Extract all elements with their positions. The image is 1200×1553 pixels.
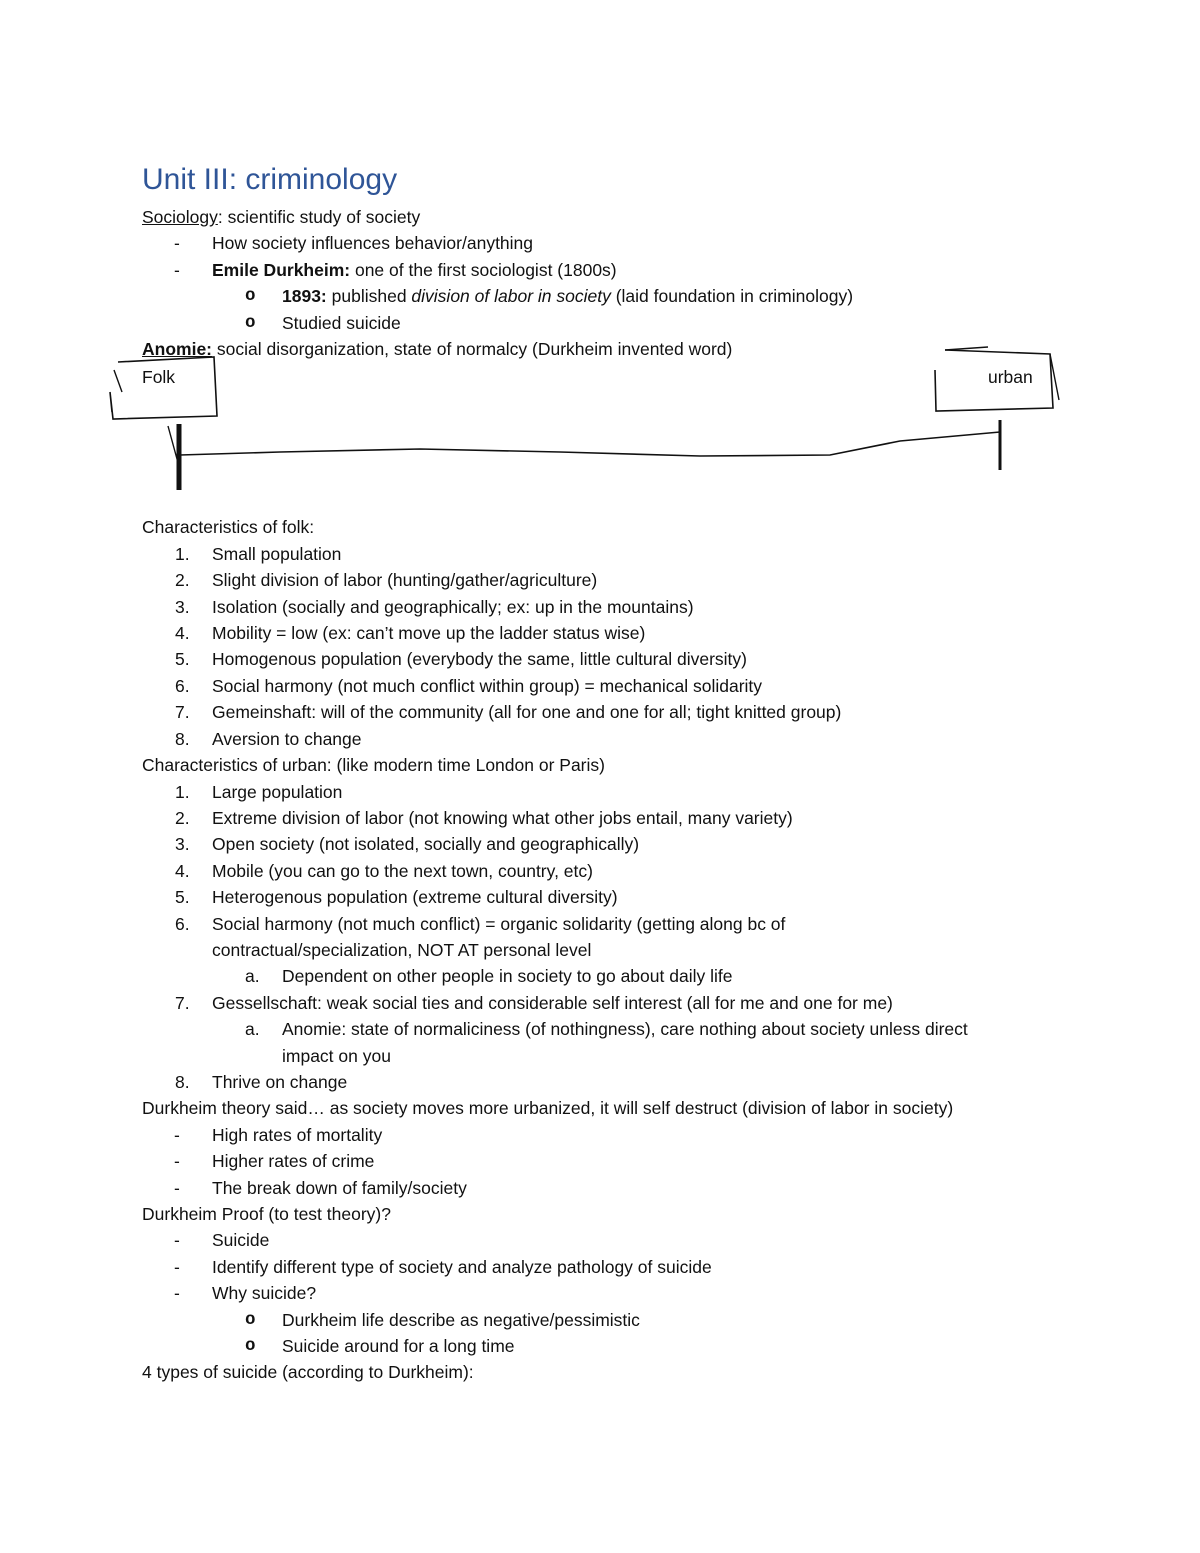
list-item: - High rates of mortality [174, 1124, 383, 1145]
list-item: 1. Small population [175, 543, 342, 564]
list-item: 6. Social harmony (not much conflict within group) = mechanical solidarity [175, 675, 763, 696]
urban-heading: Characteristics of urban: (like modern time London or Paris) [142, 755, 605, 776]
list-item: a. Dependent on other people in society to go about daily life [245, 966, 733, 987]
list-item: 8. Thrive on change [175, 1071, 348, 1092]
diagram-space [142, 362, 1082, 514]
urban-label: urban [988, 367, 1033, 387]
list-item: o Studied suicide [245, 312, 401, 333]
list-item: 5. Homogenous population (everybody the same, little cultural diversity) [175, 649, 747, 670]
list-item: o Durkheim life describe as negative/pessimistic [245, 1309, 640, 1330]
anomie-definition: Anomie: social disorganization, state of normalcy (Durkheim invented word) [142, 339, 733, 360]
list-item-continuation: impact on you [282, 1045, 391, 1066]
list-item: 7. Gessellschaft: weak social ties and considerable self interest (all for me and one for me) [175, 992, 893, 1013]
list-item: 3. Isolation (socially and geographically; ex: up in the mountains) [175, 596, 694, 617]
sociology-definition: Sociology: scientific study of society [142, 207, 421, 227]
list-item: 2. Extreme division of labor (not knowing what other jobs entail, many variety) [175, 807, 793, 828]
list-item: 3. Open society (not isolated, socially and geographically) [175, 834, 640, 855]
list-item: 2. Slight division of labor (hunting/gather/agriculture) [175, 570, 598, 591]
list-item: 5. Heterogenous population (extreme cultural diversity) [175, 887, 618, 908]
list-item: - How society influences behavior/anything [174, 233, 534, 254]
list-item: - Why suicide? [174, 1283, 317, 1304]
list-item: 4. Mobility = low (ex: can’t move up the ladder status wise) [175, 623, 646, 644]
list-item-continuation: contractual/specialization, NOT AT personal level [212, 939, 592, 960]
list-item: - Higher rates of crime [174, 1151, 375, 1172]
page-title: Unit III: criminology [142, 163, 398, 196]
list-item: 4. Mobile (you can go to the next town, country, etc) [175, 860, 593, 881]
theory-heading: Durkheim theory said… as society moves more urbanized, it will self destruct (division of labor in society) [142, 1098, 954, 1119]
list-item: - Identify different type of society and analyze pathology of suicide [174, 1256, 712, 1277]
list-item: - The break down of family/society [174, 1177, 467, 1198]
proof-heading: Durkheim Proof (to test theory)? [142, 1204, 391, 1224]
list-item: 1. Large population [175, 781, 343, 802]
folk-heading: Characteristics of folk: [142, 517, 315, 538]
list-item: 6. Social harmony (not much conflict) = organic solidarity (getting along bc of [175, 913, 786, 934]
folk-label: Folk [142, 367, 176, 387]
list-item: o Suicide around for a long time [245, 1336, 515, 1357]
list-item: 7. Gemeinshaft: will of the community (all for one and one for all; tight knitted group) [175, 702, 842, 723]
suicide-types-heading: 4 types of suicide (according to Durkheim): [142, 1362, 474, 1383]
list-item: o 1893: published division of labor in society (laid foundation in criminology) [245, 286, 854, 307]
list-item: a. Anomie: state of normaliciness (of nothingness), care nothing about society unless direct [245, 1019, 968, 1040]
list-item: - Emile Durkheim: one of the first sociologist (1800s) [174, 259, 617, 280]
list-item: 8. Aversion to change [175, 728, 362, 749]
list-item: - Suicide [174, 1230, 270, 1251]
document-body [142, 160, 1082, 1386]
